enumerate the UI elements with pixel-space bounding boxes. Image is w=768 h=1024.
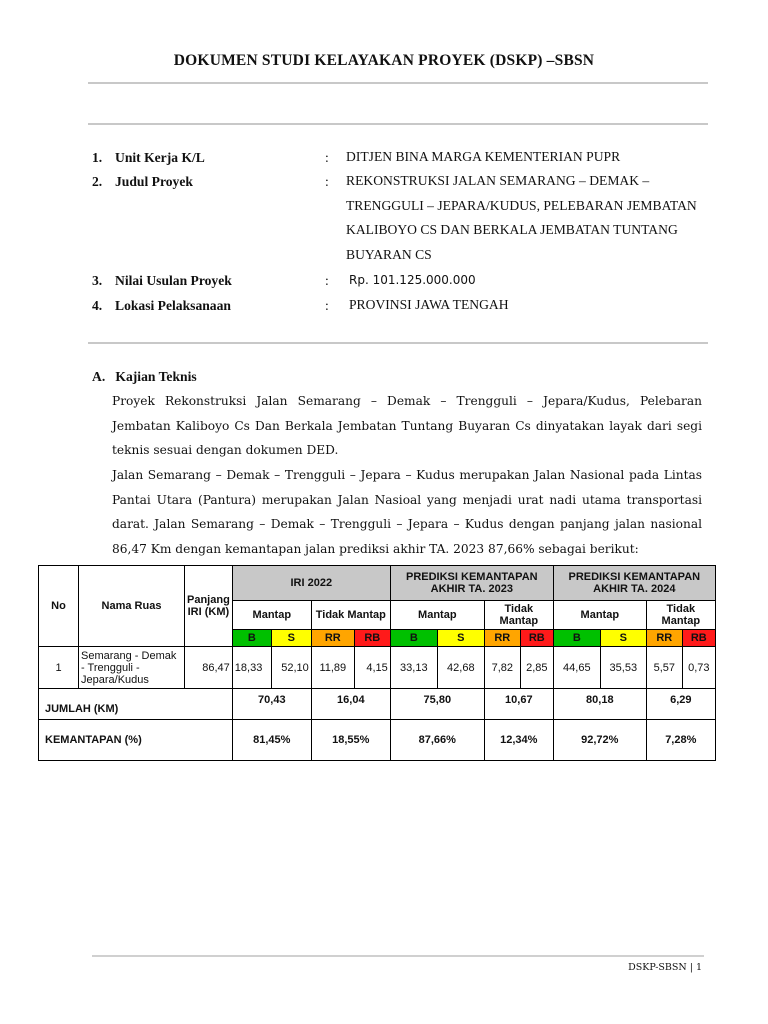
header-rr: RR (646, 630, 682, 647)
header-no: No (39, 566, 79, 647)
header-tidak-mantap: Tidak Mantap (311, 601, 390, 630)
info-number: 2. (92, 174, 103, 189)
info-label: Unit Kerja K/L (115, 150, 205, 165)
header-tidak-mantap: Tidak Mantap (646, 601, 715, 630)
cell-no: 1 (39, 647, 79, 689)
info-value: REKONSTRUKSI JALAN SEMARANG – DEMAK – TRENGGULI – JEPARA/KUDUS, PELEBARAN JEMBATAN KALIBOYO CS DAN BERKALA JEMBATAN TUNTANG BUYARAN CS (346, 173, 697, 262)
kemantapan-value: 87,66% (390, 720, 484, 761)
info-value: Rp. 101.125.000.000 (349, 273, 476, 287)
road-condition-table (38, 565, 716, 761)
header-nama-ruas: Nama Ruas (79, 566, 185, 647)
divider (88, 123, 708, 125)
jumlah-value: 6,29 (646, 689, 715, 720)
jumlah-label: JUMLAH (KM) (39, 689, 233, 720)
header-iri-2022: IRI 2022 (232, 566, 390, 601)
header-panjang: Panjang IRI (KM) (185, 566, 233, 647)
cell-value: 2,85 (520, 647, 553, 689)
header-s: S (600, 630, 646, 647)
info-label: Judul Proyek (115, 174, 193, 189)
paragraph-1: Proyek Rekonstruksi Jalan Semarang – Demak – Trengguli – Jepara/Kudus, Pelebaran Jembatan Kaliboyo Cs Dan Berkala Jembatan Tuntang Buyaran Cs dinyatakan layak dari segi teknis sesuai dengan dokumen DED. (112, 394, 702, 458)
header-rb: RB (354, 630, 390, 647)
header-b: B (390, 630, 437, 647)
header-prediksi-2023: PREDIKSI KEMANTAPAN AKHIR TA. 2023 (390, 566, 553, 601)
header-b: B (232, 630, 271, 647)
info-label: Lokasi Pelaksanaan (115, 298, 231, 313)
cell-value: 7,82 (484, 647, 520, 689)
kemantapan-value: 18,55% (311, 720, 390, 761)
info-number: 3. (92, 273, 103, 288)
cell-value: 52,10 (271, 647, 311, 689)
page-title: DOKUMEN STUDI KELAYAKAN PROYEK (DSKP) –SBSN (173, 52, 595, 69)
cell-value: 18,33 (232, 647, 271, 689)
info-value: PROVINSI JAWA TENGAH (349, 297, 509, 312)
table-row (39, 647, 716, 689)
kemantapan-value: 92,72% (553, 720, 646, 761)
table-row-kemantapan (39, 720, 716, 761)
cell-value: 35,53 (600, 647, 646, 689)
info-value: DITJEN BINA MARGA KEMENTERIAN PUPR (346, 149, 621, 164)
header-mantap: Mantap (390, 601, 484, 630)
paragraph-2: Jalan Semarang – Demak – Trengguli – Jepara – Kudus merupakan Jalan Nasional pada Lintas Pantai Utara (Pantura) merupakan Jalan Nasioal yang menjadi urat nadi utama transportasi darat. Jalan Semarang – Demak – Trengguli – Jepara – Kudus dengan panjang jalan nasional 86,47 Km dengan kemantapan jalan prediksi akhir TA. 2023 87,66% sebagai berikut: (112, 468, 702, 556)
info-label: Nilai Usulan Proyek (115, 273, 232, 288)
header-prediksi-2024: PREDIKSI KEMANTAPAN AKHIR TA. 2024 (553, 566, 715, 601)
jumlah-value: 75,80 (390, 689, 484, 720)
header-rb: RB (520, 630, 553, 647)
info-colon: : (325, 298, 329, 313)
info-number: 4. (92, 298, 103, 313)
divider (88, 82, 708, 84)
cell-value: 44,65 (553, 647, 600, 689)
jumlah-value: 16,04 (311, 689, 390, 720)
cell-value: 33,13 (390, 647, 437, 689)
cell-nama-ruas: Semarang - Demak - Trengguli - Jepara/Kudus (79, 647, 185, 689)
header-s: S (271, 630, 311, 647)
page-footer: DSKP-SBSN | 1 (628, 962, 702, 973)
kemantapan-value: 12,34% (484, 720, 553, 761)
cell-value: 42,68 (437, 647, 484, 689)
info-colon: : (325, 174, 329, 189)
info-colon: : (325, 273, 329, 288)
footer-divider (92, 955, 704, 957)
kemantapan-value: 7,28% (646, 720, 715, 761)
info-colon: : (325, 150, 329, 165)
header-mantap: Mantap (553, 601, 646, 630)
header-s: S (437, 630, 484, 647)
divider (88, 342, 708, 344)
header-rb: RB (682, 630, 715, 647)
jumlah-value: 70,43 (232, 689, 311, 720)
cell-value: 0,73 (682, 647, 715, 689)
info-number: 1. (92, 150, 103, 165)
header-mantap: Mantap (232, 601, 311, 630)
cell-value: 4,15 (354, 647, 390, 689)
header-b: B (553, 630, 600, 647)
kemantapan-value: 81,45% (232, 720, 311, 761)
header-rr: RR (484, 630, 520, 647)
header-rr: RR (311, 630, 354, 647)
section-heading: A. Kajian Teknis (92, 369, 197, 384)
cell-value: 11,89 (311, 647, 354, 689)
cell-panjang: 86,47 (185, 647, 233, 689)
jumlah-value: 80,18 (553, 689, 646, 720)
jumlah-value: 10,67 (484, 689, 553, 720)
table-row-jumlah (39, 689, 716, 720)
kemantapan-label: KEMANTAPAN (%) (39, 720, 233, 761)
header-tidak-mantap: Tidak Mantap (484, 601, 553, 630)
cell-value: 5,57 (646, 647, 682, 689)
